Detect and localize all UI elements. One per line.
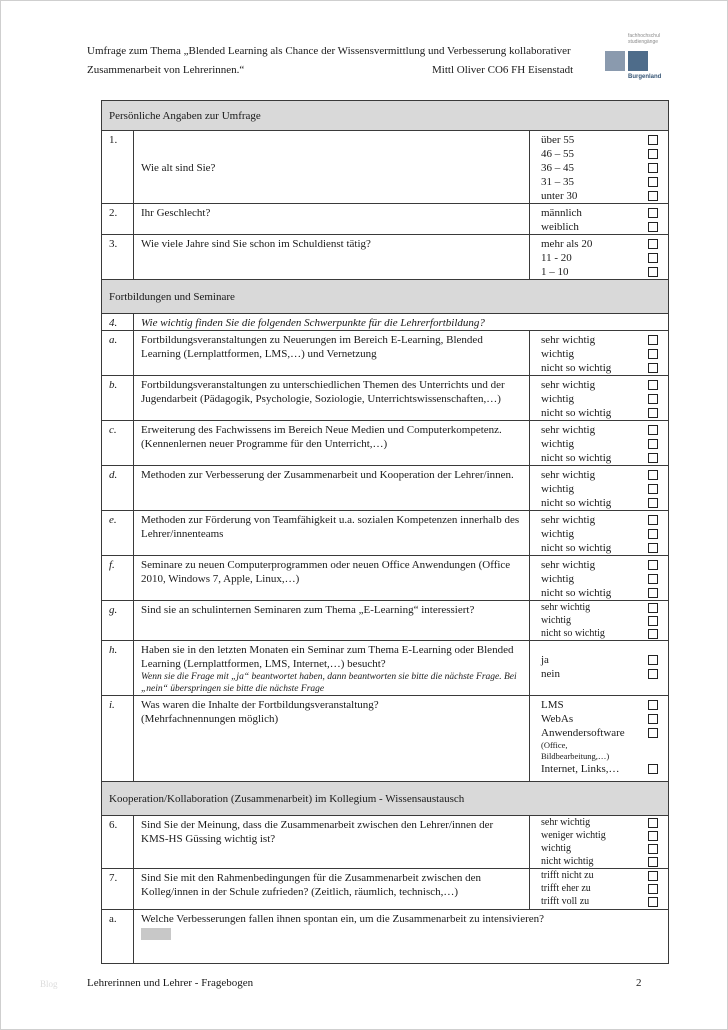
- item-f-text: Seminare zu neuen Computerprogrammen oder neuen Office Anwendungen (Office 2010, Windows 7, Apple, Linux,…): [134, 556, 530, 601]
- item-h-checkbox-no[interactable]: [648, 669, 658, 679]
- item-c-text: Erweiterung des Fachwissens im Bereich Neue Medien und Computerkompetenz.: [141, 424, 502, 436]
- item-e-opt-2: wichtig: [541, 528, 574, 540]
- q1-option-2: 46 – 55: [541, 148, 574, 160]
- item-b-label: b.: [102, 376, 134, 421]
- item-a-text: Fortbildungsveranstaltungen zu Neuerungen im Bereich E-Learning, Blended Learning (Lernplattformen, LMS,…) und Vernetzung: [134, 331, 530, 376]
- q3-checkbox-2[interactable]: [648, 253, 658, 263]
- item-i-checkbox-lms[interactable]: [648, 700, 658, 710]
- item-c-answers: [530, 421, 669, 466]
- item-c-checkbox-3[interactable]: [648, 453, 658, 463]
- item-e-opt-1: sehr wichtig: [541, 514, 596, 526]
- item-g-opt-2: wichtig: [541, 614, 571, 626]
- q6-option-2: weniger wichtig: [541, 829, 606, 841]
- item-i-answers: [530, 696, 669, 782]
- section-personal: Persönliche Angaben zur Umfrage: [102, 101, 669, 131]
- q7-option-2: trifft eher zu: [541, 882, 591, 894]
- item-d-label: d.: [102, 466, 134, 511]
- item-b-opt-1: sehr wichtig: [541, 379, 596, 391]
- q7-checkbox-3[interactable]: [648, 897, 658, 907]
- q6-option-3: wichtig: [541, 842, 571, 854]
- q3-option-3: 1 – 10: [541, 266, 569, 278]
- q2-option-2: weiblich: [541, 221, 579, 233]
- item-e-text: Methoden zur Förderung von Teamfähigkeit u.a. sozialen Kompetenzen innerhalb des Lehrer/innenteams: [134, 511, 530, 556]
- item-e-checkbox-3[interactable]: [648, 543, 658, 553]
- item-f-checkbox-1[interactable]: [648, 560, 658, 570]
- item-g-opt-3: nicht so wichtig: [541, 627, 605, 639]
- item-b-opt-3: nicht so wichtig: [541, 407, 612, 419]
- q1-answers: [530, 131, 669, 204]
- item-d-checkbox-3[interactable]: [648, 498, 658, 508]
- item-i-checkbox-internet[interactable]: [648, 764, 658, 774]
- item-c-opt-1: sehr wichtig: [541, 424, 596, 436]
- item-h-text: Haben sie in den letzten Monaten ein Seminar zum Thema E-Learning oder Blended Learning (Lernplattformen, LMS, Internet,…) besucht?: [141, 644, 514, 670]
- item-d-answers: [530, 466, 669, 511]
- q3-number: 3.: [102, 235, 134, 280]
- item-d-checkbox-1[interactable]: [648, 470, 658, 480]
- q2-checkbox-1[interactable]: [648, 208, 658, 218]
- qa-number: a.: [102, 910, 134, 964]
- item-c-checkbox-1[interactable]: [648, 425, 658, 435]
- item-a-checkbox-3[interactable]: [648, 363, 658, 373]
- q1-checkbox-1[interactable]: [648, 135, 658, 145]
- fh-burgenland-logo: [602, 33, 664, 83]
- logo-burgenland-text: Burgenland: [628, 74, 662, 80]
- q4-text: Wie wichtig finden Sie die folgenden Schwerpunkte für die Lehrerfortbildung?: [134, 314, 669, 331]
- q6-text: Sind Sie der Meinung, dass die Zusammenarbeit zwischen den Lehrer/innen der KMS-HS Güssing wichtig ist?: [134, 816, 530, 869]
- q2-option-1: männlich: [541, 207, 582, 219]
- item-f-label: f.: [102, 556, 134, 601]
- item-c-checkbox-2[interactable]: [648, 439, 658, 449]
- q1-number: 1.: [102, 131, 134, 204]
- q2-answers: [530, 204, 669, 235]
- q6-checkbox-4[interactable]: [648, 857, 658, 867]
- item-i-cell: [134, 696, 530, 782]
- q1-option-4: 31 – 35: [541, 176, 574, 188]
- survey-table: [101, 100, 669, 964]
- q7-checkbox-2[interactable]: [648, 884, 658, 894]
- q7-answers: [530, 869, 669, 910]
- item-g-checkbox-1[interactable]: [648, 603, 658, 613]
- item-c-opt-3: nicht so wichtig: [541, 452, 612, 464]
- item-i-opt-lms: LMS: [541, 699, 564, 711]
- item-h-cell: [134, 641, 530, 696]
- item-i-checkbox-webas[interactable]: [648, 714, 658, 724]
- q1-option-3: 36 – 45: [541, 162, 574, 174]
- item-f-answers: [530, 556, 669, 601]
- qa-cell: [134, 910, 669, 964]
- item-b-checkbox-1[interactable]: [648, 380, 658, 390]
- item-c-opt-2: wichtig: [541, 438, 574, 450]
- item-h-label: h.: [102, 641, 134, 696]
- q1-option-5: unter 30: [541, 190, 578, 202]
- qa-text: Welche Verbesserungen fallen ihnen spontan ein, um die Zusammenarbeit zu intensivieren?: [141, 913, 545, 925]
- item-e-checkbox-2[interactable]: [648, 529, 658, 539]
- survey-title-line1: Umfrage zum Thema „Blended Learning als Chance der Wissensvermittlung und Verbesserung kollaborativer: [87, 45, 571, 57]
- item-a-checkbox-2[interactable]: [648, 349, 658, 359]
- item-d-opt-3: nicht so wichtig: [541, 497, 612, 509]
- item-i-text: Was waren die Inhalte der Fortbildungsveranstaltung?: [141, 699, 379, 711]
- item-f-opt-1: sehr wichtig: [541, 559, 596, 571]
- item-i-opt-internet: Internet, Links,…: [541, 763, 620, 775]
- section-training: Fortbildungen und Seminare: [102, 280, 669, 314]
- logo-small-text-2: studiengänge: [628, 39, 659, 45]
- item-e-answers: [530, 511, 669, 556]
- item-a-answers: [530, 331, 669, 376]
- item-h-opt-yes: ja: [541, 654, 549, 666]
- item-i-software-note: (Office, Bildbearbeitung,…): [541, 740, 610, 761]
- item-b-text: Fortbildungsveranstaltungen zu unterschiedlichen Themen des Unterrichts und der Jugendarbeit (Pädagogik, Psychologie, Soziologie, Unterrichtswissenschaften,…): [134, 376, 530, 421]
- survey-title-line2: Zusammenarbeit von Lehrerinnen.“: [87, 64, 245, 76]
- item-f-checkbox-3[interactable]: [648, 588, 658, 598]
- item-i-opt-software: Anwendersoftware: [541, 727, 625, 739]
- item-h-answers: [530, 641, 669, 696]
- q2-checkbox-2[interactable]: [648, 222, 658, 232]
- item-b-checkbox-3[interactable]: [648, 408, 658, 418]
- item-a-opt-2: wichtig: [541, 348, 574, 360]
- q3-answers: [530, 235, 669, 280]
- q1-checkbox-5[interactable]: [648, 191, 658, 201]
- q6-option-1: sehr wichtig: [541, 816, 591, 828]
- item-g-checkbox-3[interactable]: [648, 629, 658, 639]
- q4-number: 4.: [102, 314, 134, 331]
- q7-text: Sind Sie mit den Rahmenbedingungen für die Zusammenarbeit zwischen den Kolleg/innen in der Schule zufrieden? (Zeitlich, räumlich, technisch,…): [134, 869, 530, 910]
- item-d-checkbox-2[interactable]: [648, 484, 658, 494]
- q7-option-1: trifft nicht zu: [541, 869, 594, 881]
- q2-number: 2.: [102, 204, 134, 235]
- item-e-opt-3: nicht so wichtig: [541, 542, 612, 554]
- q1-text: Wie alt sind Sie?: [134, 131, 530, 204]
- item-c-text2: (Kennenlernen neuer Programme für den Unterricht,…): [141, 438, 388, 450]
- item-d-opt-1: sehr wichtig: [541, 469, 596, 481]
- footer-watermark: Blog: [40, 979, 58, 989]
- q6-number: 6.: [102, 816, 134, 869]
- logo-small-text-1: fachhochschul: [628, 33, 660, 39]
- item-b-opt-2: wichtig: [541, 393, 574, 405]
- item-h-opt-no: nein: [541, 668, 560, 680]
- item-c-cell: [134, 421, 530, 466]
- item-i-label: i.: [102, 696, 134, 782]
- item-g-opt-1: sehr wichtig: [541, 601, 591, 613]
- item-e-checkbox-1[interactable]: [648, 515, 658, 525]
- q6-checkbox-3[interactable]: [648, 844, 658, 854]
- q3-text: Wie viele Jahre sind Sie schon im Schuldienst tätig?: [134, 235, 530, 280]
- q3-checkbox-1[interactable]: [648, 239, 658, 249]
- q2-text: Ihr Geschlecht?: [134, 204, 530, 235]
- item-b-answers: [530, 376, 669, 421]
- q7-option-3: trifft voll zu: [541, 895, 590, 907]
- item-i-opt-webas: WebAs: [541, 713, 574, 725]
- item-f-opt-2: wichtig: [541, 573, 574, 585]
- item-g-label: g.: [102, 601, 134, 641]
- q3-option-2: 11 - 20: [541, 252, 572, 264]
- item-c-label: c.: [102, 421, 134, 466]
- q1-checkbox-3[interactable]: [648, 163, 658, 173]
- section-cooperation: Kooperation/Kollaboration (Zusammenarbeit) im Kollegium - Wissensaustausch: [102, 782, 669, 816]
- survey-author: Mittl Oliver CO6 FH Eisenstadt: [432, 64, 574, 76]
- item-i-checkbox-software[interactable]: [648, 728, 658, 738]
- qa-answer-field[interactable]: [141, 928, 171, 940]
- q1-checkbox-4[interactable]: [648, 177, 658, 187]
- item-d-text: Methoden zur Verbesserung der Zusammenarbeit und Kooperation der Lehrer/innen.: [134, 466, 530, 511]
- q3-checkbox-3[interactable]: [648, 267, 658, 277]
- item-a-opt-3: nicht so wichtig: [541, 362, 612, 374]
- item-b-checkbox-2[interactable]: [648, 394, 658, 404]
- q1-option-1: über 55: [541, 134, 575, 146]
- footer-page-number: 2: [636, 977, 642, 989]
- q7-checkbox-1[interactable]: [648, 871, 658, 881]
- item-d-opt-2: wichtig: [541, 483, 574, 495]
- item-a-checkbox-1[interactable]: [648, 335, 658, 345]
- item-f-checkbox-2[interactable]: [648, 574, 658, 584]
- q6-answers: [530, 816, 669, 869]
- q7-number: 7.: [102, 869, 134, 910]
- q1-checkbox-2[interactable]: [648, 149, 658, 159]
- item-a-label: a.: [102, 331, 134, 376]
- q3-option-1: mehr als 20: [541, 238, 593, 250]
- q6-checkbox-1[interactable]: [648, 818, 658, 828]
- item-e-label: e.: [102, 511, 134, 556]
- item-g-checkbox-2[interactable]: [648, 616, 658, 626]
- item-f-opt-3: nicht so wichtig: [541, 587, 612, 599]
- item-i-text2: (Mehrfachnennungen möglich): [141, 713, 279, 725]
- item-g-answers: [530, 601, 669, 641]
- item-h-note: Wenn sie die Frage mit „ja“ beantwortet haben, dann beantworten sie bitte die nächste Frage. Bei „nein“ überspringen sie bitte die nächste Frage: [141, 672, 517, 694]
- footer-title: Lehrerinnen und Lehrer - Fragebogen: [87, 977, 254, 989]
- q6-checkbox-2[interactable]: [648, 831, 658, 841]
- item-g-text: Sind sie an schulinternen Seminaren zum Thema „E-Learning“ interessiert?: [134, 601, 530, 641]
- q6-option-4: nicht wichtig: [541, 855, 594, 867]
- item-h-checkbox-yes[interactable]: [648, 655, 658, 665]
- item-a-opt-1: sehr wichtig: [541, 334, 596, 346]
